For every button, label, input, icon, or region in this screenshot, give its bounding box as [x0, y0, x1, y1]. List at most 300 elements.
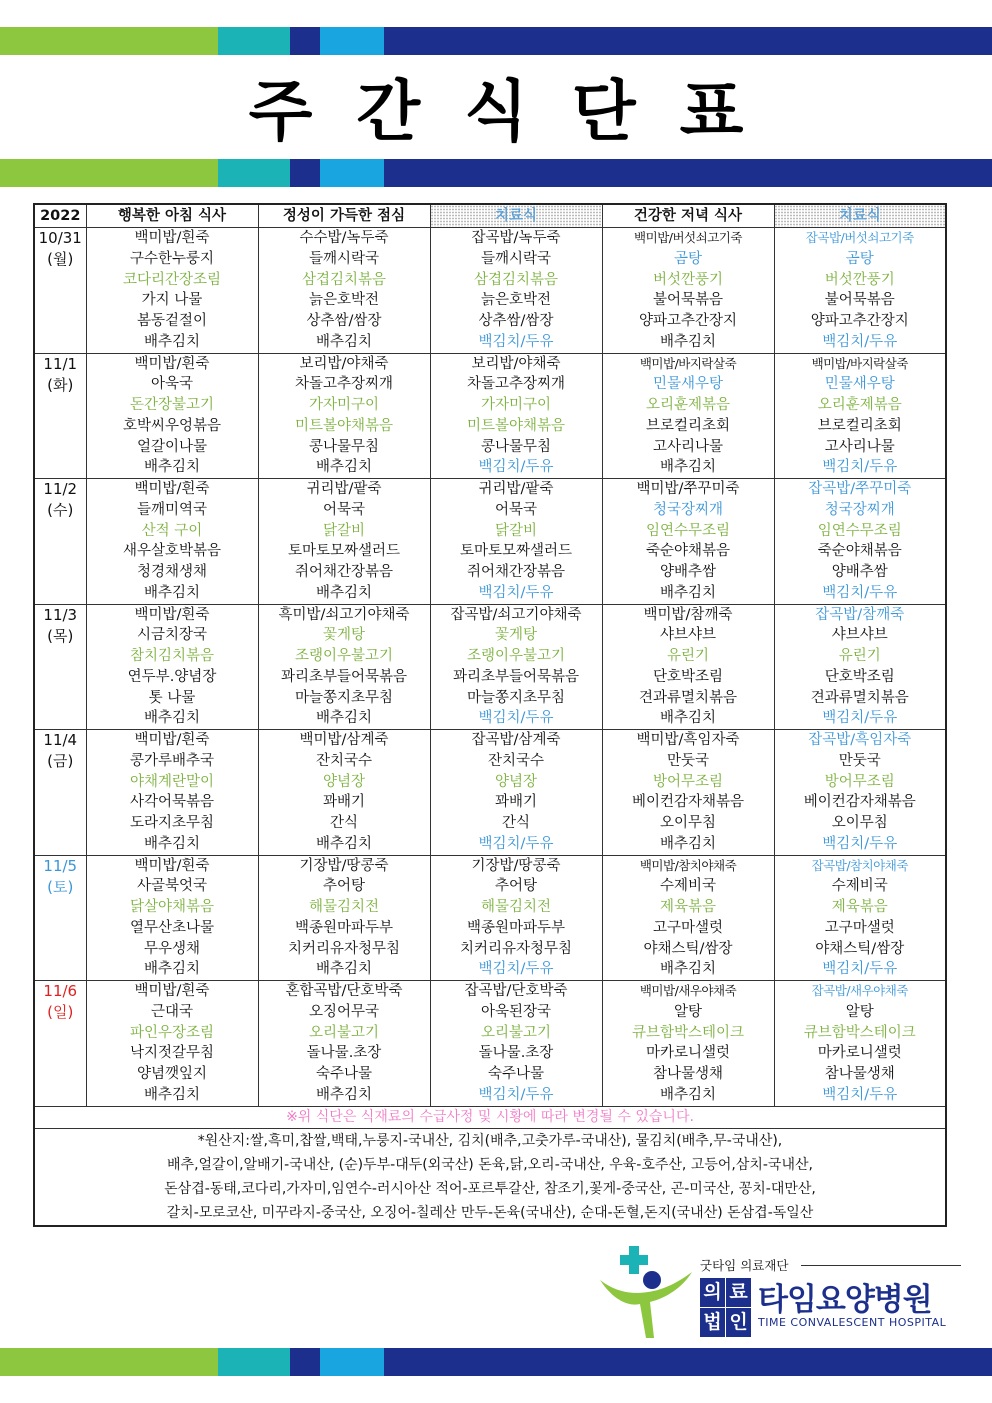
day-cell: [34, 228, 86, 354]
menu-item: 새우살호박볶음: [122, 543, 222, 560]
menu-item: 참나물생채: [824, 1066, 895, 1082]
menu-item: 샤브샤브: [831, 627, 888, 644]
menu-item: 샤브샤브: [659, 627, 717, 644]
menu-item: 토마토모짜샐러드: [287, 543, 401, 560]
menu-item: 큐브함박스테이크: [803, 1024, 916, 1041]
dinner-therapy-header: 치료식: [774, 204, 946, 228]
menu-item: 잔치국수: [487, 752, 545, 769]
day-row: [34, 730, 946, 856]
menu-item: 만둣국: [838, 752, 881, 769]
menu-item: 혼합곡밥/단호박죽: [285, 983, 403, 999]
meal-cell: [430, 479, 602, 605]
menu-item: 백미밥/참깨죽: [643, 606, 733, 623]
menu-item: 꽈리초부들어묵볶음: [280, 668, 408, 685]
menu-item: 죽순야채볶음: [817, 543, 902, 560]
menu-item: 아욱된장국: [480, 1003, 552, 1020]
badge-char: 의: [700, 1278, 725, 1307]
menu-item: 청국장찌개: [652, 501, 724, 518]
menu-item: 백김치/두유: [822, 710, 898, 727]
day-row: [34, 479, 946, 605]
day-row: [34, 981, 946, 1107]
menu-item: 배추김치: [659, 584, 717, 601]
menu-item: 잡곡밥/새우야채죽: [811, 983, 908, 998]
day-row: [34, 353, 946, 479]
menu-item: 사골북엇국: [136, 878, 208, 895]
menu-item: 잡곡밥/참깨죽: [815, 606, 905, 623]
menu-item: 쥐어채간장볶음: [466, 564, 566, 580]
header-stripe: [0, 159, 992, 187]
menu-item: 콩가루배추국: [129, 752, 215, 769]
day-row: [34, 228, 946, 354]
meal-cell: [602, 855, 774, 981]
menu-item: 오리불고기: [308, 1024, 380, 1041]
day-date: 11/5: [43, 856, 78, 875]
menu-item: 잡곡밥/흑임자죽: [808, 732, 912, 748]
meal-cell: [774, 604, 946, 730]
menu-item: 백미밥/삼계죽: [299, 732, 389, 748]
meal-cell: [86, 353, 258, 479]
menu-item: 잡곡밥/단호박죽: [464, 983, 568, 999]
menu-item: 백미밥/흰죽: [134, 230, 210, 246]
menu-item: 꽃게탕: [322, 627, 366, 644]
menu-item: 연두부.양념장: [127, 668, 217, 685]
page-title: 주간식단표: [248, 73, 788, 150]
origin-info: [34, 1128, 946, 1226]
menu-item: 사각어묵볶음: [129, 794, 215, 811]
menu-item: 꽈배기: [322, 794, 366, 811]
menu-item: 배추김치: [315, 459, 373, 476]
menu-item: 오징어무국: [308, 1003, 380, 1020]
menu-item: 백종원마파두부: [294, 919, 394, 936]
menu-item: 치커리유자청무침: [287, 940, 401, 957]
menu-item: 방어무조림: [652, 773, 724, 790]
menu-item: 닭갈비: [494, 522, 538, 539]
notice-text: ※위 식단은 식재료의 수급사정 및 시황에 따라 변경될 수 있습니다.: [34, 1106, 946, 1128]
menu-item: 곰탕: [673, 250, 702, 267]
menu-item: 만둣국: [666, 752, 710, 769]
day-date: 11/3: [43, 605, 78, 624]
day-date: 10/31: [38, 229, 82, 247]
menu-item: 잡곡밥/삼계죽: [471, 732, 561, 748]
menu-item: 마카로니샐럿: [817, 1045, 902, 1062]
hospital-cross-figure-icon: [596, 1244, 696, 1340]
day-of-week: (화): [47, 375, 74, 394]
menu-item: 어묵국: [494, 501, 538, 518]
menu-item: 백미밥/바지락살죽: [639, 355, 737, 371]
menu-item: 돌나물.초장: [478, 1045, 554, 1062]
menu-item: 양배추쌈: [659, 564, 717, 580]
origin-line: 돈삼겹-동태,코다리,가자미,임연수-러시아산 적어-포르투갈산, 참조기,꽃게-중국산, 곤-미국산, 꽁치-대만산,: [164, 1180, 816, 1197]
menu-item: 수제비국: [831, 878, 888, 895]
menu-item: 백미밥/흰죽: [134, 732, 210, 748]
meal-cell: [774, 730, 946, 856]
lunch-header: 정성이 가득한 점심: [258, 204, 430, 228]
menu-item: 조랭이우불고기: [294, 648, 394, 664]
menu-item: 백김치/두유: [478, 1086, 554, 1103]
day-cell: [34, 604, 86, 730]
menu-item: 참치김치볶음: [129, 648, 215, 664]
menu-item: 호박씨우엉볶음: [122, 417, 222, 434]
day-of-week: (월): [47, 250, 74, 268]
menu-item: 도라지초무침: [129, 815, 215, 831]
menu-item: 삼겹김치볶음: [473, 271, 559, 288]
menu-item: 배추김치: [315, 961, 373, 978]
menu-item: 백김치/두유: [478, 333, 554, 350]
menu-item: 백미밥/새우야채죽: [639, 983, 737, 998]
menu-item: 백김치/두유: [822, 961, 898, 978]
meal-cell: [258, 604, 430, 730]
menu-item: 미트볼야채볶음: [466, 417, 566, 434]
menu-item: 배추김치: [315, 835, 373, 852]
hospital-english-name: TIME CONVALESCENT HOSPITAL: [758, 1316, 947, 1329]
menu-item: 가자미구이: [480, 397, 552, 413]
origin-line: 갈치-모로코산, 미꾸라지-중국산, 오징어-칠레산 만두-돈육(국내산), 순대-돈혈,돈지(국내산) 돈삼겹-독일산: [166, 1204, 814, 1221]
menu-item: 베이컨감자채볶음: [803, 794, 916, 811]
menu-item: 불어묵볶음: [652, 292, 724, 309]
menu-item: 배추김치: [143, 835, 201, 852]
day-date: 11/2: [43, 480, 78, 498]
menu-item: 잡곡밥/쭈꾸미죽: [808, 481, 912, 497]
menu-item: 백김치/두유: [478, 459, 554, 476]
menu-item: 기장밥/땅콩죽: [471, 857, 561, 874]
menu-item: 오리훈제볶음: [817, 397, 902, 413]
menu-item: 꽃게탕: [494, 627, 538, 644]
meal-cell: [86, 855, 258, 981]
menu-item: 배추김치: [143, 333, 201, 350]
menu-item: 상추쌈/쌈장: [306, 313, 382, 329]
meal-cell: [86, 981, 258, 1107]
menu-item: 추어탕: [322, 878, 366, 895]
menu-item: 제육볶음: [659, 899, 717, 915]
corporation-badge: [700, 1278, 752, 1338]
menu-item: 배추김치: [143, 961, 201, 978]
menu-item: 백김치/두유: [822, 584, 898, 601]
menu-item: 오리불고기: [480, 1024, 552, 1041]
menu-item: 마카로니샐럿: [645, 1045, 731, 1062]
day-date: 11/6: [43, 982, 78, 1000]
menu-item: 파인우장조림: [129, 1024, 215, 1041]
menu-item: 숙주나물: [315, 1066, 373, 1082]
day-of-week: (목): [47, 626, 74, 645]
menu-item: 차돌고추장찌개: [294, 376, 394, 393]
menu-item: 잡곡밥/참치야채죽: [811, 857, 908, 873]
menu-item: 흑미밥/쇠고기야채죽: [278, 606, 410, 623]
menu-item: 가지 나물: [141, 292, 203, 309]
meal-cell: [430, 855, 602, 981]
dinner-header: 건강한 저녁 식사: [602, 204, 774, 228]
menu-item: 버섯깐풍기: [652, 271, 724, 288]
lunch-therapy-header: 치료식: [430, 204, 602, 228]
menu-item: 백김치/두유: [478, 835, 554, 852]
hospital-logo: [596, 1244, 966, 1340]
menu-item: 조랭이우불고기: [466, 648, 566, 664]
menu-item: 콩나물무침: [480, 438, 552, 455]
meal-cell: [774, 981, 946, 1107]
menu-item: 배추김치: [143, 459, 201, 476]
menu-item: 유린기: [666, 648, 710, 664]
meal-cell: [86, 730, 258, 856]
menu-item: 돌나물.초장: [306, 1045, 382, 1062]
menu-item: 민물새우탕: [652, 376, 724, 393]
menu-item: 보리밥/야채죽: [299, 355, 389, 372]
menu-item: 들깨미역국: [136, 501, 208, 518]
menu-item: 차돌고추장찌개: [466, 376, 566, 393]
menu-item: 백미밥/버섯쇠고기죽: [634, 230, 742, 245]
day-cell: [34, 981, 86, 1107]
menu-item: 양념장: [322, 773, 366, 790]
meal-cell: [774, 855, 946, 981]
menu-item: 브로컬리초회: [817, 417, 902, 434]
menu-item: 늙은호박전: [308, 292, 380, 309]
menu-item: 유린기: [838, 648, 881, 664]
menu-item: 간식: [501, 815, 530, 831]
day-of-week: (토): [47, 877, 74, 896]
origin-line: *원산지:쌀,흑미,찹쌀,백태,누룽지-국내산, 김치(배추,고춧가루-국내산), 물김치(배추,무-국내산),: [197, 1132, 783, 1149]
menu-item: 오리훈제볶음: [645, 397, 731, 413]
menu-item: 봄동겉절이: [136, 313, 208, 329]
menu-item: 치커리유자청무침: [459, 940, 573, 957]
menu-item: 미트볼야채볶음: [294, 417, 394, 434]
menu-item: 견과류멸치볶음: [638, 689, 738, 706]
meal-cell: [258, 981, 430, 1107]
menu-item: 수제비국: [659, 878, 717, 895]
meal-cell: [86, 228, 258, 354]
menu-item: 추어탕: [494, 878, 538, 895]
menu-item: 숙주나물: [487, 1066, 545, 1082]
meal-cell: [86, 479, 258, 605]
menu-item: 고구마샐럿: [652, 919, 724, 936]
menu-item: 고사리나물: [824, 438, 895, 455]
meal-cell: [430, 228, 602, 354]
table-header-row: [34, 204, 946, 228]
day-of-week: (금): [47, 752, 74, 770]
menu-item: 배추김치: [315, 584, 373, 601]
menu-item: 배추김치: [659, 333, 717, 350]
menu-item: 청경채생채: [136, 564, 208, 580]
meal-cell: [602, 353, 774, 479]
badge-char: 법: [700, 1308, 725, 1337]
menu-item: 시금치장국: [136, 627, 208, 644]
menu-item: 잡곡밥/녹두죽: [471, 230, 561, 246]
menu-item: 코다리간장조림: [122, 271, 222, 288]
origin-line: 배추,얼갈이,알배기-국내산, (순)두부-대두(외국산) 돈육,닭,오리-국내산, 우육-호주산, 고등어,삼치-국내산,: [167, 1156, 813, 1173]
menu-item: 배추김치: [659, 459, 717, 476]
menu-item: 백미밥/흰죽: [134, 606, 210, 623]
menu-item: 상추쌈/쌈장: [478, 313, 554, 329]
menu-item: 알탕: [845, 1003, 874, 1020]
menu-item: 돈간장불고기: [129, 397, 215, 413]
badge-char: 료: [726, 1278, 751, 1307]
menu-item: 해물김치전: [308, 899, 380, 915]
menu-item: 오이무침: [659, 815, 717, 831]
menu-item: 백김치/두유: [478, 710, 554, 727]
menu-item: 백김치/두유: [822, 459, 898, 476]
menu-item: 잔치국수: [315, 752, 373, 769]
menu-item: 배추김치: [143, 710, 201, 727]
menu-item: 알탕: [673, 1003, 702, 1020]
menu-item: 백미밥/쭈꾸미죽: [636, 481, 740, 497]
menu-item: 백미밥/흰죽: [134, 857, 210, 874]
menu-item: 구수한누룽지: [129, 250, 215, 267]
meal-cell: [602, 228, 774, 354]
menu-item: 참나물생채: [652, 1066, 724, 1082]
menu-item: 백종원마파두부: [466, 919, 566, 936]
menu-item: 양배추쌈: [831, 564, 888, 580]
menu-item: 잡곡밥/버섯쇠고기죽: [805, 230, 914, 245]
menu-item: 어묵국: [322, 501, 366, 518]
menu-item: 잡곡밥/쇠고기야채죽: [450, 606, 582, 623]
menu-item: 배추김치: [659, 835, 717, 852]
menu-item: 고사리나물: [652, 438, 724, 455]
menu-item: 견과류멸치볶음: [810, 689, 909, 706]
year-header: 2022: [34, 204, 86, 228]
menu-item: 배추김치: [315, 333, 373, 350]
notice-row: [34, 1106, 946, 1128]
hospital-name: 타임요양병원: [758, 1282, 932, 1318]
menu-item: 쥐어채간장볶음: [294, 564, 394, 580]
meal-cell: [774, 228, 946, 354]
menu-item: 백미밥/바지락살죽: [811, 355, 908, 371]
menu-item: 들깨시락국: [480, 250, 552, 267]
day-cell: [34, 479, 86, 605]
menu-item: 귀리밥/팥죽: [478, 481, 554, 497]
menu-item: 백미밥/흰죽: [134, 355, 210, 372]
foundation-name: 굿타임 의료재단: [700, 1258, 789, 1273]
menu-item: 야채계란말이: [129, 773, 215, 790]
meal-cell: [602, 479, 774, 605]
meal-cell: [602, 604, 774, 730]
top-stripe: [0, 27, 992, 55]
day-row: [34, 604, 946, 730]
menu-item: 마늘쫑지초무침: [466, 689, 566, 706]
breakfast-header: 행복한 아침 식사: [86, 204, 258, 228]
menu-item: 배추김치: [659, 1086, 717, 1103]
day-row: [34, 855, 946, 981]
menu-item: 백미밥/흰죽: [134, 481, 210, 497]
meal-cell: [258, 730, 430, 856]
day-cell: [34, 730, 86, 856]
menu-item: 아욱국: [150, 376, 194, 393]
menu-item: 베이컨감자채볶음: [631, 794, 745, 811]
meal-cell: [602, 730, 774, 856]
menu-item: 백미밥/흰죽: [134, 983, 210, 999]
menu-item: 마늘쫑지초무침: [294, 689, 394, 706]
menu-item: 민물새우탕: [824, 376, 895, 393]
menu-item: 제육볶음: [831, 899, 888, 915]
meal-cell: [430, 981, 602, 1107]
menu-item: 간식: [329, 815, 358, 831]
day-of-week: (일): [47, 1003, 74, 1021]
badge-char: 인: [726, 1308, 751, 1337]
menu-item: 백미밥/흑임자죽: [636, 732, 740, 748]
day-cell: [34, 353, 86, 479]
menu-item: 수수밥/녹두죽: [299, 230, 389, 246]
menu-item: 콩나물무침: [308, 438, 380, 455]
meal-cell: [602, 981, 774, 1107]
menu-item: 열무산초나물: [129, 919, 215, 936]
menu-item: 해물김치전: [480, 899, 552, 915]
divider: [801, 1265, 961, 1266]
menu-item: 배추김치: [143, 1086, 201, 1103]
origin-row: [34, 1128, 946, 1226]
menu-item: 청국장찌개: [824, 501, 895, 518]
menu-item: 백김치/두유: [822, 1086, 898, 1103]
menu-item: 산적 구이: [141, 522, 203, 539]
menu-item: 배추김치: [143, 584, 201, 601]
day-date: 11/1: [43, 354, 78, 373]
menu-item: 닭갈비: [322, 522, 366, 539]
menu-item: 죽순야채볶음: [645, 543, 731, 560]
menu-item: 백김치/두유: [478, 584, 554, 601]
menu-item: 양념장: [494, 773, 538, 790]
weekly-menu-table: [33, 203, 947, 1227]
menu-item: 근대국: [150, 1003, 194, 1020]
meal-cell: [258, 228, 430, 354]
menu-item: 배추김치: [315, 1086, 373, 1103]
menu-item: 배추김치: [659, 961, 717, 978]
menu-item: 닭살야채볶음: [129, 899, 215, 915]
menu-item: 배추김치: [315, 710, 373, 727]
meal-cell: [86, 604, 258, 730]
menu-item: 단호박조림: [652, 668, 724, 685]
menu-item: 꽈리초부들어묵볶음: [452, 668, 580, 685]
menu-item: 백김치/두유: [822, 333, 898, 350]
day-cell: [34, 855, 86, 981]
menu-item: 임연수무조림: [817, 522, 902, 539]
meal-cell: [258, 855, 430, 981]
meal-cell: [774, 479, 946, 605]
menu-item: 큐브함박스테이크: [631, 1024, 745, 1041]
menu-item: 꽈배기: [494, 794, 538, 811]
menu-item: 들깨시락국: [308, 250, 380, 267]
menu-item: 삼겹김치볶음: [301, 271, 387, 288]
menu-item: 야채스틱/쌈장: [815, 940, 905, 957]
menu-item: 불어묵볶음: [824, 292, 895, 309]
menu-item: 고구마샐럿: [824, 919, 895, 936]
menu-item: 백김치/두유: [822, 835, 898, 852]
day-date: 11/4: [43, 731, 78, 749]
meal-cell: [430, 730, 602, 856]
menu-item: 브로컬리초회: [645, 417, 731, 434]
menu-item: 양파고추간장지: [638, 313, 738, 329]
menu-item: 무우생채: [143, 940, 201, 957]
meal-cell: [430, 604, 602, 730]
menu-item: 보리밥/야채죽: [471, 355, 561, 372]
menu-item: 양념깻잎지: [136, 1066, 208, 1082]
menu-item: 귀리밥/팥죽: [306, 481, 382, 497]
meal-cell: [258, 353, 430, 479]
menu-item: 낙지젓갈무침: [129, 1045, 215, 1062]
day-of-week: (수): [47, 501, 74, 519]
menu-item: 단호박조림: [824, 668, 895, 685]
meal-cell: [774, 353, 946, 479]
menu-item: 백미밥/참치야채죽: [639, 857, 737, 873]
menu-item: 톳 나물: [148, 689, 196, 706]
meal-cell: [430, 353, 602, 479]
menu-item: 늙은호박전: [480, 292, 552, 309]
menu-item: 가자미구이: [308, 397, 380, 413]
menu-item: 버섯깐풍기: [824, 271, 895, 288]
menu-item: 토마토모짜샐러드: [459, 543, 573, 560]
menu-item: 방어무조림: [824, 773, 895, 790]
menu-item: 곰탕: [845, 250, 874, 267]
bottom-stripe: [0, 1348, 992, 1376]
meal-cell: [258, 479, 430, 605]
menu-item: 백김치/두유: [478, 961, 554, 978]
menu-item: 야채스틱/쌈장: [643, 940, 733, 957]
menu-item: 오이무침: [831, 815, 888, 831]
menu-item: 양파고추간장지: [810, 313, 909, 329]
